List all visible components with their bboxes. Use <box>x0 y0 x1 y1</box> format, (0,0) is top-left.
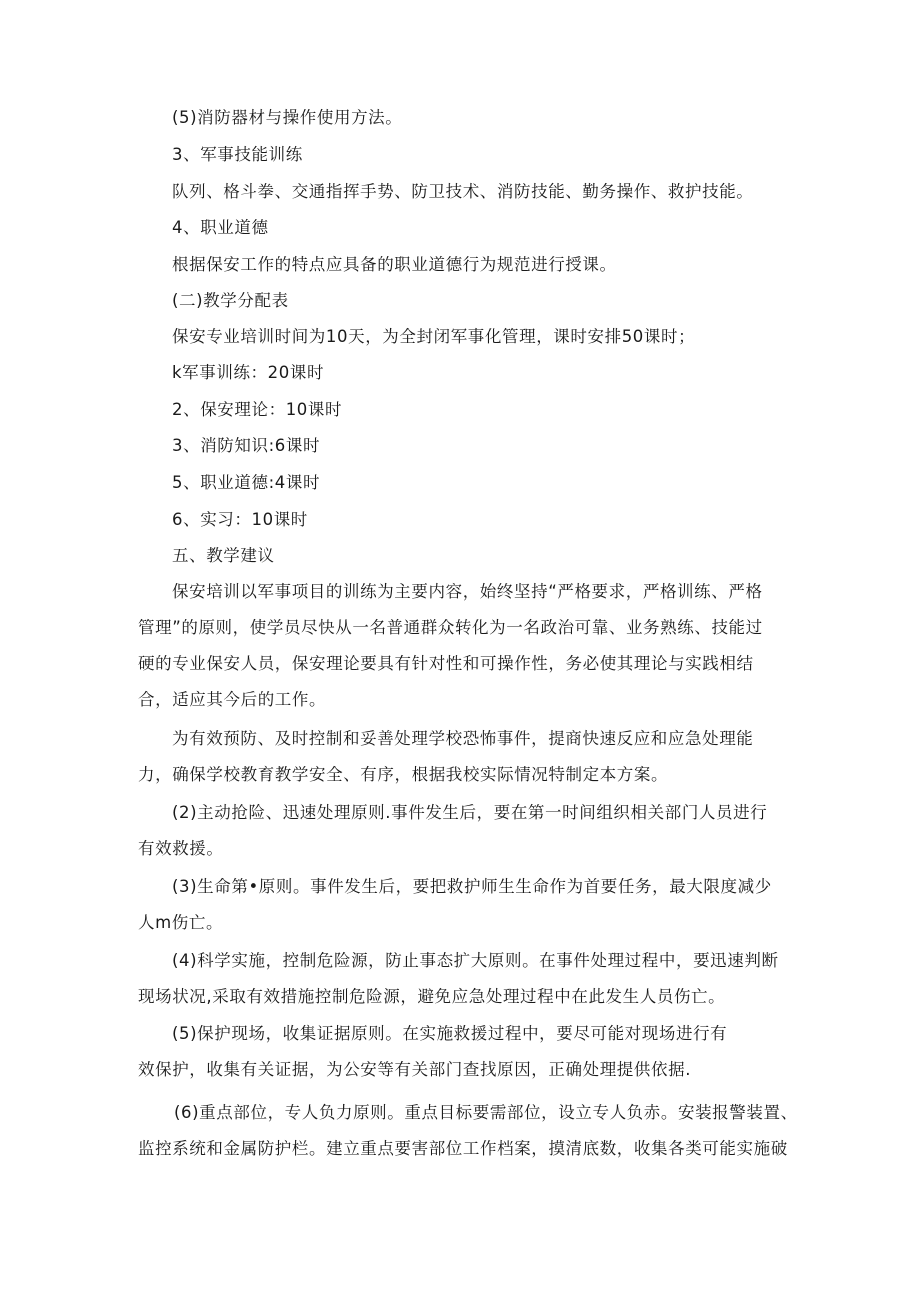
text-line-22: (3)生命第•原则。事件发生后，要把救护师生生命作为首要任务，最大限度减少 <box>172 877 772 896</box>
text-line-20: (2)主动抢险、迅速处理原则.事件发生后，要在第一时间组织相关部门人员进行 <box>172 803 768 822</box>
text-line-28: (6)重点部位，专人负力原则。重点目标要需部位，设立专人负赤。安装报警装置、 <box>174 1103 798 1122</box>
text-line-29: 监控系统和金属防护栏。建立重点要害部位工作档案，摸清底数，收集各类可能实施破 <box>138 1139 788 1158</box>
text-line-6: (二)教学分配表 <box>172 291 289 310</box>
text-line-19: 力，确保学校教育教学安全、有序，根据我校实际情况特制定本方案。 <box>138 765 669 784</box>
text-line-17: 合，适应其今后的工作。 <box>138 690 327 709</box>
text-line-8: k军事训练：20课时 <box>172 363 325 382</box>
text-line-16: 硬的专业保安人员，保安理论要具有针对性和可操作性，务必使其理论与实践相结 <box>138 654 754 673</box>
text-line-26: (5)保护现场，收集证据原则。在实施救援过程中，要尽可能对现场进行有 <box>172 1024 728 1043</box>
text-line-4: 4、职业道德 <box>172 218 269 237</box>
text-line-27: 效保护，收集有关证据，为公安等有关部门查找原因，正确处理提供依据. <box>138 1060 692 1079</box>
text-line-14: 保安培训以军事项目的训练为主要内容，始终坚持“严格要求，严格训练、严格 <box>172 582 763 601</box>
text-line-2: 3、军事技能训练 <box>172 145 303 164</box>
text-line-10: 3、消防知识:6课时 <box>172 436 321 455</box>
text-line-1: (5)消防器材与操作使用方法。 <box>172 108 403 127</box>
text-line-12: 6、实习：10课时 <box>172 510 308 529</box>
text-line-13: 五、教学建议 <box>172 546 275 565</box>
text-line-15: 管理”的原则，使学员尽快从一名普通群众转化为一名政治可靠、业务熟练、技能过 <box>138 618 763 637</box>
text-line-7: 保安专业培训时间为10天，为全封闭军事化管理，课时安排50课时； <box>172 327 696 346</box>
text-line-9: 2、保安理论：10课时 <box>172 400 343 419</box>
text-line-24: (4)科学实施，控制危险源，防止事态扩大原则。在事件处理过程中，要迅速判断 <box>172 951 779 970</box>
text-line-5: 根据保安工作的特点应具备的职业道德行为规范进行授课。 <box>172 255 617 274</box>
text-line-18: 为有效预防、及时控制和妥善处理学校恐怖事件，提商快速反应和应急处理能 <box>172 729 754 748</box>
text-line-11: 5、职业道德:4课时 <box>172 473 321 492</box>
text-line-21: 有效救援。 <box>138 839 224 858</box>
text-line-25: 现场状况,采取有效措施控制危险源，避免应急处理过程中在此发生人员伤亡。 <box>138 987 726 1006</box>
text-line-23: 人m伤亡。 <box>138 913 224 932</box>
text-line-3: 队列、格斗拳、交通指挥手势、防卫技术、消防技能、勤务操作、救护技能。 <box>172 182 754 201</box>
